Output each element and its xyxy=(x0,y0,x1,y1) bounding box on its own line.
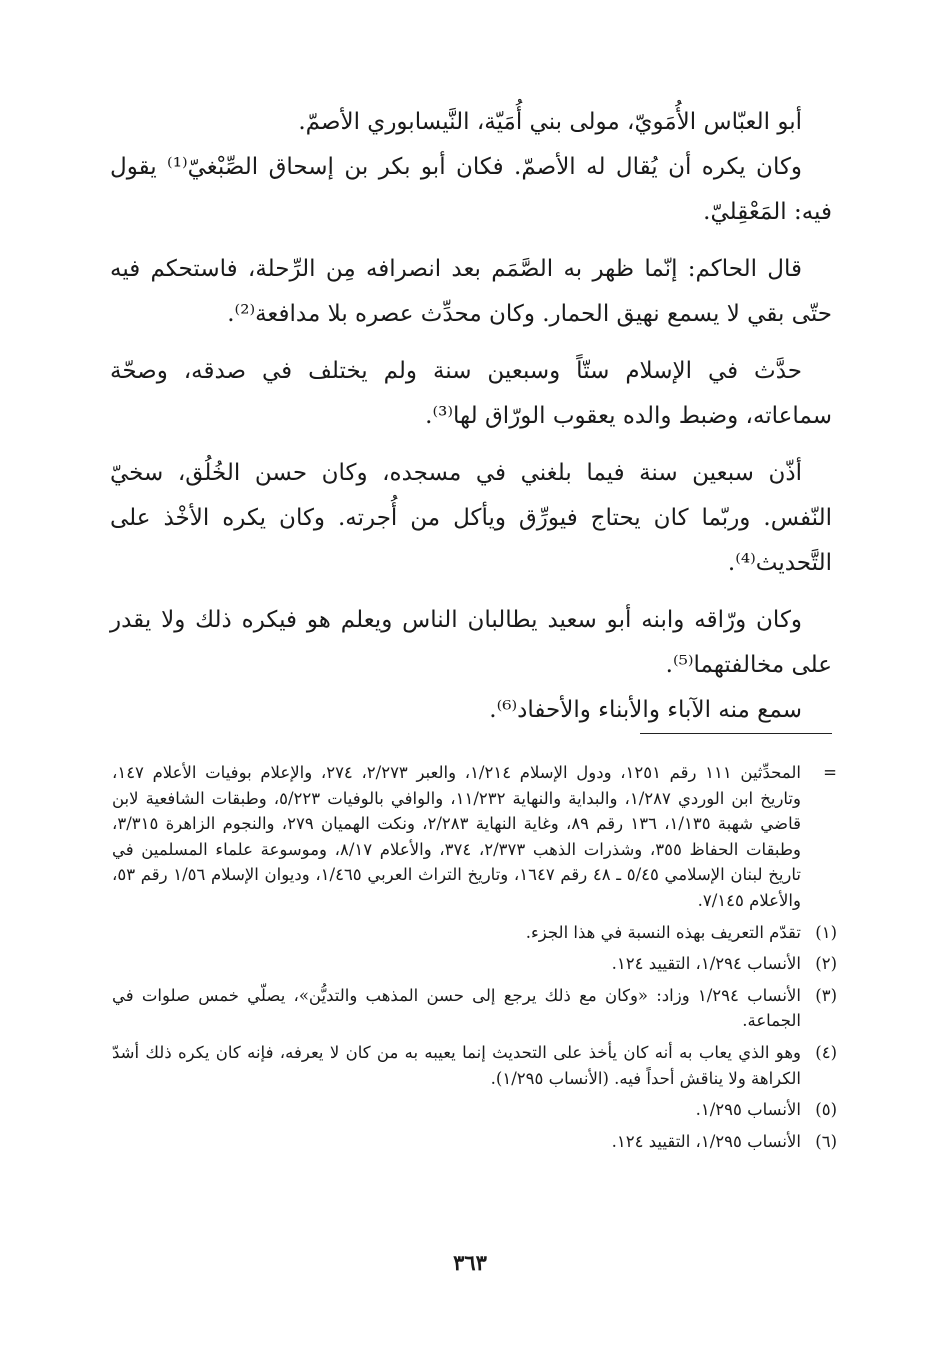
footnote-marker: (٣) xyxy=(815,985,837,1005)
footnote-marker: (٢) xyxy=(815,954,837,974)
footnote-4 xyxy=(112,1040,837,1091)
footnote-marker: (٥) xyxy=(815,1100,837,1120)
footnote-6 xyxy=(112,1129,837,1155)
footnote-text: الأنساب ١/٢٩٤، التقييد ١٢٤. xyxy=(611,954,801,974)
paragraph-3: قال الحاكم: إنّما ظهر به الصَّمَم بعد انصرافه مِن الرِّحلة، فاستحكم فيه حتّى بقي لا يسمع نهيق الحمار. وكان محدِّث عصره بلا مدافعة⁽²⁾. xyxy=(110,256,832,327)
main-text xyxy=(110,100,832,733)
footnote-divider xyxy=(640,733,832,734)
page-number: ٣٦٣ xyxy=(453,1250,487,1275)
paragraph-4: حدَّث في الإسلام ستّاً وسبعين سنة ولم يختلف في صدقه، وصحّة سماعاته، وضبط والده يعقوب الورّاق لها⁽³⁾. xyxy=(110,358,832,429)
footnote-text: الأنساب ١/٢٩٥، التقييد ١٢٤. xyxy=(611,1131,801,1151)
footnote-text: الأنساب ١/٢٩٥. xyxy=(695,1100,801,1120)
footnote-text: الأنساب ١/٢٩٤ وزاد: «وكان مع ذلك يرجع إلى حسن المذهب والتديُّن»، يصلّي خمس صلوات في الجماعة. xyxy=(112,985,801,1031)
footnote-text: المحدِّثين ١١١ رقم ١٢٥١، ودول الإسلام ١/٢١٤، والعبر ٢/٢٧٣، ٢٧٤، والإعلام بوفيات الأعلام ١٤٧، وتاريخ ابن الوردي ١/٢٨٧، والبداية والنهاية ١١/٢٣٢، والوافي بالوفيات ٥/٢٢٣، وطبقات الشافعية لابن قاضي شهبة ١/١٣٥، ١٣٦ رقم ٨٩، وغاية النهاية ٢/٢٨٣، ونكت الهميان ٢٧٩، والنجوم الزاهرة ٣/٣١٥، وطبقات الحفاظ ٣٥٥، وشذرات الذهب ٢/٣٧٣، ٣٧٤، والأعلام ٨/١٧، وموسوعة علماء المسلمين في تاريخ لبنان الإسلامي ٥/٤٥ ـ ٤٨ رقم ١٦٤٧، وتاريخ التراث العربي ١/٤٦٥، وديوان الإسلام ١/٥٦ رقم ٥٣، والأعلام ٧/١٤٥. xyxy=(112,763,802,910)
paragraph-1: أبو العبّاس الأُمَويّ، مولى بني أُمَيّة، النَّيسابوري الأصمّ. xyxy=(298,109,802,135)
footnote-continuation xyxy=(112,760,837,914)
footnotes xyxy=(112,760,837,1160)
paragraph-2: وكان يكره أن يُقال له الأصمّ. فكان أبو بكر بن إسحاق الصِّبْغيّ⁽¹⁾ يقول فيه: المَعْقِليّ. xyxy=(110,154,832,225)
paragraph-6: وكان ورّاقه وابنه أبو سعيد يطالبان الناس ويعلم هو فيكره ذلك ولا يقدر على مخالفتهما⁽⁵⁾. xyxy=(110,607,832,678)
footnote-marker: (٦) xyxy=(815,1131,837,1151)
paragraph-5: أذّن سبعين سنة فيما بلغني في مسجده، وكان حسن الخُلُق، سخيّ النّفس. وربّما كان يحتاج فيورِّق ويأكل من أُجرته. وكان يكره الأخْذ على التَّحديث⁽⁴⁾. xyxy=(110,460,832,576)
footnote-text: تقدّم التعريف بهذه النسبة في هذا الجزء. xyxy=(525,922,801,942)
footnote-marker: (١) xyxy=(815,922,837,942)
footnote-3 xyxy=(112,983,837,1034)
footnote-5 xyxy=(112,1097,837,1123)
paragraph-7: سمع منه الآباء والأبناء والأحفاد⁽⁶⁾. xyxy=(489,697,802,723)
footnote-1 xyxy=(112,920,837,946)
footnote-2 xyxy=(112,951,837,977)
footnote-marker: (٤) xyxy=(815,1042,837,1062)
footnote-marker: = xyxy=(823,763,837,782)
footnote-text: وهو الذي يعاب به أنه كان يأخذ على التحديث إنما يعيبه به من كان لا يعرفه، فإنه كان يكره ذلك أشدّ الكراهة ولا يناقش أحداً فيه. (الأنساب ١/٢٩٥). xyxy=(112,1042,801,1088)
